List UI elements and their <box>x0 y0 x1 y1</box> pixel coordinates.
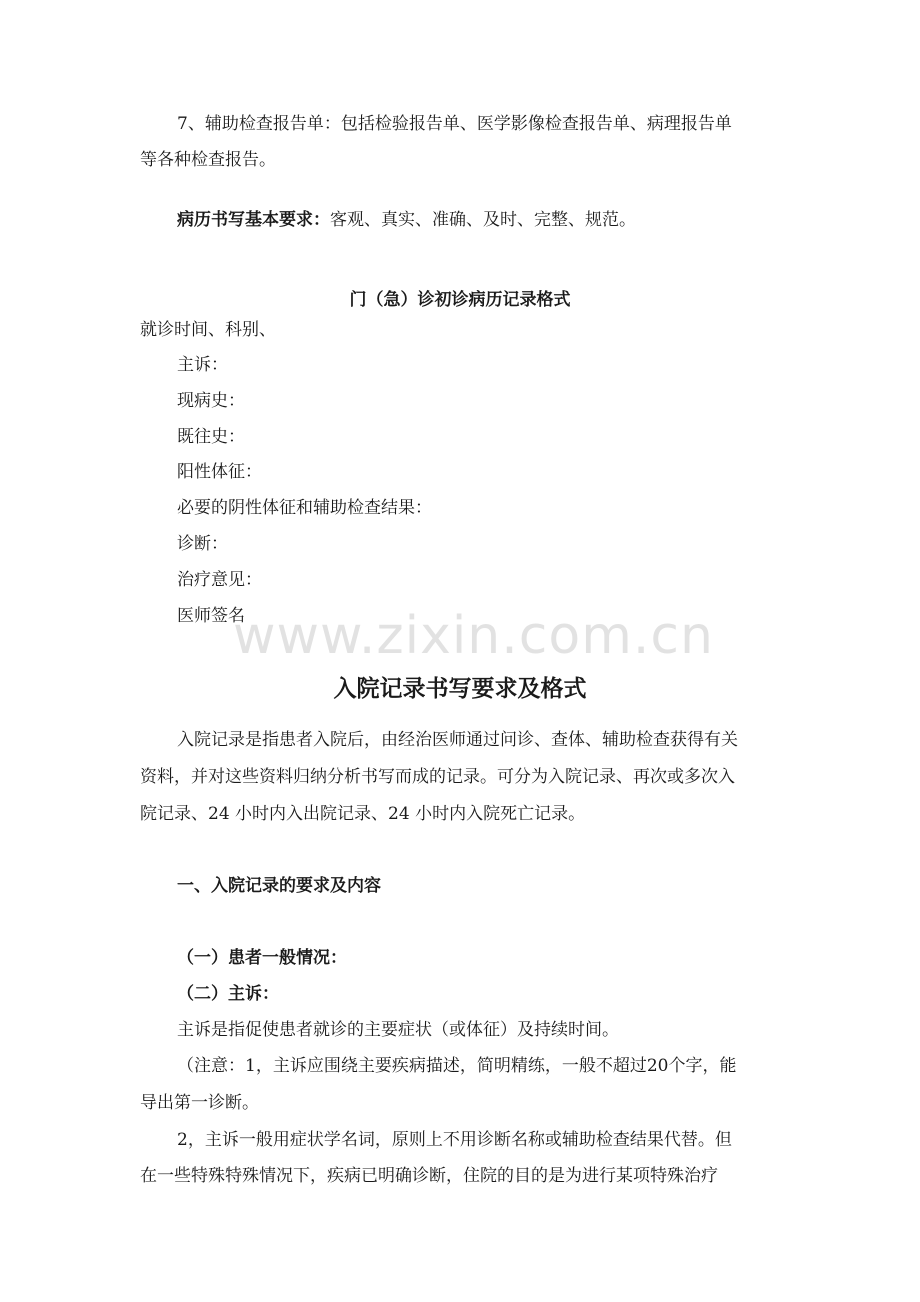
subsection-general-info-heading: （一）患者一般情况： <box>177 948 347 968</box>
outpatient-signature-line: 医师签名 <box>177 606 245 626</box>
section-1-heading: 一、入院记录的要求及内容 <box>177 876 381 896</box>
note-1-line-2: 导出第一诊断。 <box>140 1093 259 1113</box>
admission-record-title: 入院记录书写要求及格式 <box>333 676 587 702</box>
outpatient-visit-line: 就诊时间、科别、 <box>140 320 276 340</box>
watermark: www.zixin.com.cn <box>233 606 714 666</box>
requirements-label: 病历书写基本要求： <box>177 210 330 230</box>
admission-intro-line-1: 入院记录是指患者入院后，由经治医师通过问诊、查体、辅助检查获得有关 <box>177 730 738 750</box>
outpatient-present-history-line: 现病史： <box>177 391 245 411</box>
admission-intro-line-3: 院记录、24 小时内入出院记录、24 小时内入院死亡记录。 <box>140 804 586 824</box>
subsection-chief-complaint-heading: （二）主诉： <box>177 984 279 1004</box>
requirements-text: 客观、真实、准确、及时、完整、规范。 <box>330 210 636 230</box>
note-2-line-2: 在一些特殊特殊情况下，疾病已明确诊断，住院的目的是为进行某项特殊治疗 <box>140 1166 718 1186</box>
admission-intro-line-2: 资料，并对这些资料归纳分析书写而成的记录。可分为入院记录、再次或多次入 <box>140 767 735 787</box>
outpatient-positive-signs-line: 阳性体征： <box>177 462 262 482</box>
chief-complaint-definition: 主诉是指促使患者就诊的主要症状（或体征）及持续时间。 <box>177 1020 619 1040</box>
paragraph-7-line-2: 等各种检查报告。 <box>140 150 276 170</box>
requirements-line <box>177 210 636 230</box>
outpatient-record-title: 门（急）诊初诊病历记录格式 <box>349 290 571 310</box>
outpatient-past-history-line: 既往史： <box>177 427 245 447</box>
outpatient-diagnosis-line: 诊断： <box>177 534 228 554</box>
note-2-line-1: 2，主诉一般用症状学名词，原则上不用诊断名称或辅助检查结果代替。但 <box>177 1130 732 1150</box>
outpatient-negative-signs-line: 必要的阴性体征和辅助检查结果： <box>177 498 432 518</box>
outpatient-complaint-line: 主诉： <box>177 355 228 375</box>
paragraph-7-line-1: 7、辅助检查报告单：包括检验报告单、医学影像检查报告单、病理报告单 <box>177 114 732 134</box>
outpatient-treatment-line: 治疗意见： <box>177 570 262 590</box>
note-1-line-1: （注意：1，主诉应围绕主要疾病描述，简明精练，一般不超过20个字，能 <box>177 1056 737 1076</box>
